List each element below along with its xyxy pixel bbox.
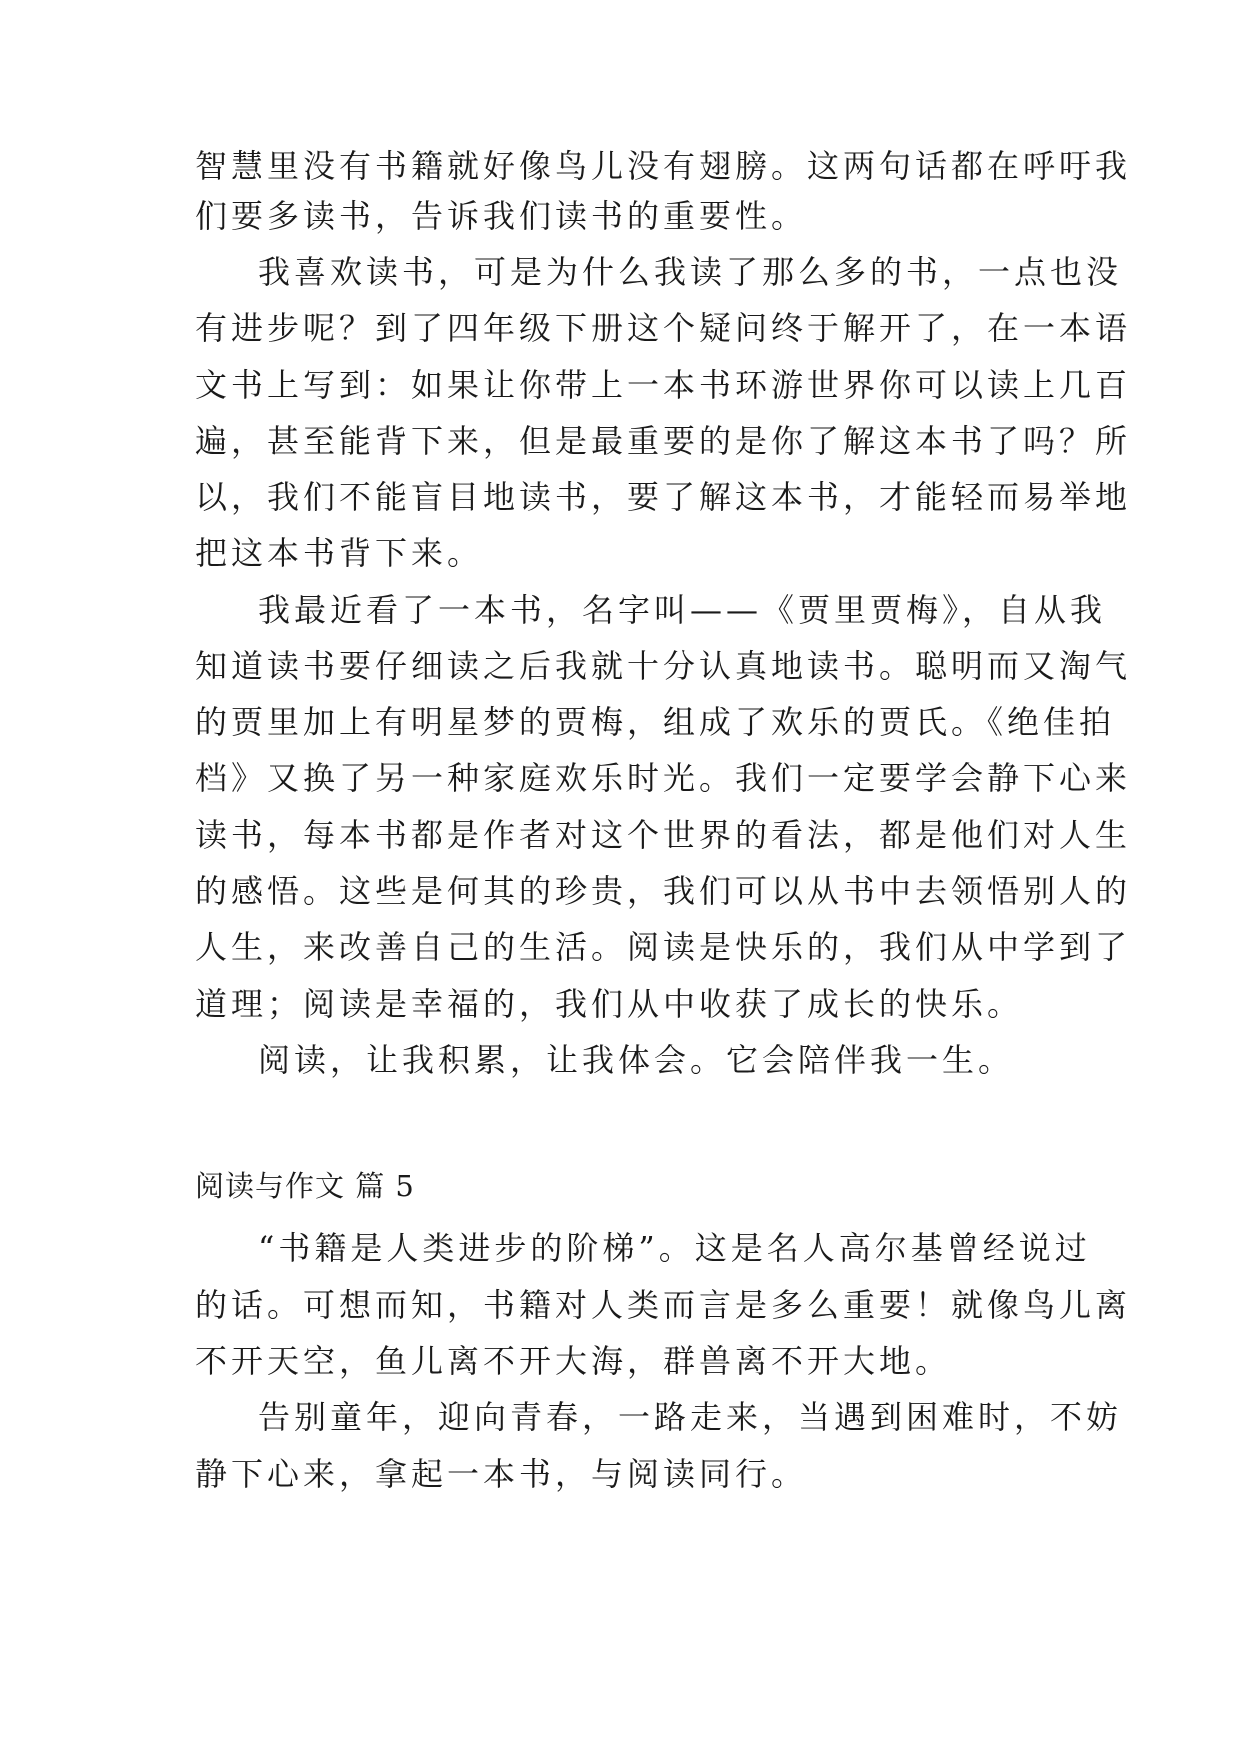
paragraph-line: 有进步呢？到了四年级下册这个疑问终于解开了，在一本语 — [195, 309, 1132, 347]
paragraph-line: 告别童年，迎向青春，一路走来，当遇到困难时，不妨 — [258, 1398, 1123, 1436]
paragraph-line: 人生，来改善自己的生活。阅读是快乐的，我们从中学到了 — [195, 928, 1132, 966]
paragraph-line: 道理；阅读是幸福的，我们从中收获了成长的快乐。 — [195, 985, 1024, 1023]
paragraph-line: 以，我们不能盲目地读书，要了解这本书，才能轻而易举地 — [195, 478, 1132, 516]
section-title: 阅读与作文 篇 5 — [195, 1169, 415, 1203]
paragraph-line: “书籍是人类进步的阶梯”。这是名人高尔基曾经说过 — [258, 1229, 1091, 1267]
paragraph-line: 把这本书背下来。 — [195, 534, 484, 572]
paragraph-line: 智慧里没有书籍就好像鸟儿没有翅膀。这两句话都在呼吁我 — [195, 147, 1132, 185]
paragraph-line: 读书，每本书都是作者对这个世界的看法，都是他们对人生 — [195, 816, 1132, 854]
paragraph-line: 不开天空，鱼儿离不开大海，群兽离不开大地。 — [195, 1342, 952, 1380]
paragraph-line: 静下心来，拿起一本书，与阅读同行。 — [195, 1455, 808, 1493]
paragraph-line: 的感悟。这些是何其的珍贵，我们可以从书中去领悟别人的 — [195, 872, 1132, 910]
paragraph-line: 我最近看了一本书，名字叫——《贾里贾梅》，自从我 — [258, 591, 1107, 629]
paragraph-line: 文书上写到：如果让你带上一本书环游世界你可以读上几百 — [195, 366, 1132, 404]
paragraph-line: 档》又换了另一种家庭欢乐时光。我们一定要学会静下心来 — [195, 759, 1132, 797]
paragraph-line: 的话。可想而知，书籍对人类而言是多么重要！就像鸟儿离 — [195, 1286, 1132, 1324]
paragraph-line: 知道读书要仔细读之后我就十分认真地读书。聪明而又淘气 — [195, 647, 1132, 685]
paragraph-line: 的贾里加上有明星梦的贾梅，组成了欢乐的贾氏。《绝佳拍 — [195, 703, 1116, 741]
paragraph-line: 我喜欢读书，可是为什么我读了那么多的书，一点也没 — [258, 253, 1123, 291]
paragraph-line: 遍，甚至能背下来，但是最重要的是你了解这本书了吗？所 — [195, 422, 1132, 460]
paragraph-line: 们要多读书，告诉我们读书的重要性。 — [195, 197, 808, 235]
paragraph-line: 阅读，让我积累，让我体会。它会陪伴我一生。 — [258, 1041, 1015, 1079]
